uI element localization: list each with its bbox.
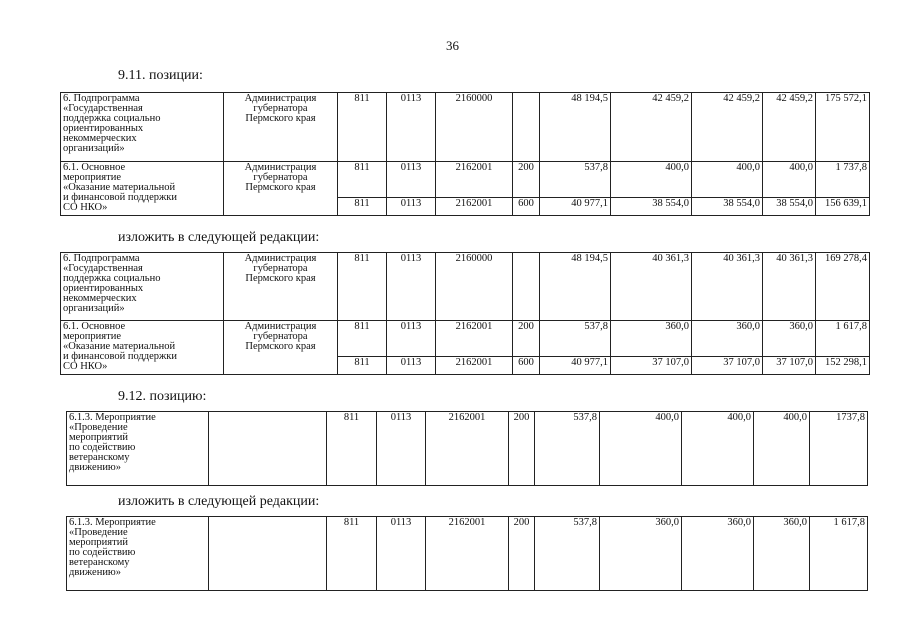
table-9-11-original xyxy=(60,92,870,216)
cell-admin xyxy=(209,412,327,486)
cell-total: 1 617,8 xyxy=(816,321,870,357)
cell-name: 6. Подпрограмма «Государственная поддержка социально ориентированных некоммерческих организаций» xyxy=(61,93,224,162)
cell-value: 37 107,0 xyxy=(692,357,763,375)
cell-grbs: 811 xyxy=(338,198,387,216)
cell-value: 400,0 xyxy=(692,162,763,198)
cell-total: 169 278,4 xyxy=(816,253,870,321)
table-row xyxy=(61,162,870,198)
cell-value: 37 107,0 xyxy=(611,357,692,375)
cell-value: 360,0 xyxy=(682,517,754,591)
table-9-11-new xyxy=(60,252,870,375)
cell-rzpr: 0113 xyxy=(387,321,436,357)
section-heading-replacement-1: изложить в следующей редакции: xyxy=(118,230,320,245)
cell-total: 152 298,1 xyxy=(816,357,870,375)
cell-value: 37 107,0 xyxy=(763,357,816,375)
cell-name: 6. Подпрограмма «Государственная поддержка социально ориентированных некоммерческих организаций» xyxy=(61,253,224,321)
cell-vr: 600 xyxy=(513,357,540,375)
cell-csr: 2162001 xyxy=(436,321,513,357)
cell-vr xyxy=(513,253,540,321)
cell-value: 42 459,2 xyxy=(611,93,692,162)
cell-vr: 200 xyxy=(509,517,535,591)
cell-rzpr: 0113 xyxy=(387,357,436,375)
cell-csr: 2160000 xyxy=(436,253,513,321)
cell-rzpr: 0113 xyxy=(377,412,426,486)
cell-total: 175 572,1 xyxy=(816,93,870,162)
cell-value: 360,0 xyxy=(754,517,810,591)
cell-vr: 200 xyxy=(513,321,540,357)
cell-rzpr: 0113 xyxy=(387,253,436,321)
cell-value: 360,0 xyxy=(611,321,692,357)
table-row xyxy=(67,412,868,486)
section-heading-9-11: 9.11. позиции: xyxy=(118,68,203,83)
cell-csr: 2162001 xyxy=(426,517,509,591)
cell-value: 42 459,2 xyxy=(692,93,763,162)
table-row xyxy=(61,93,870,162)
cell-value: 38 554,0 xyxy=(763,198,816,216)
cell-value: 537,8 xyxy=(535,412,600,486)
cell-csr: 2162001 xyxy=(426,412,509,486)
table-9-12-original xyxy=(66,411,868,486)
table-row xyxy=(61,253,870,321)
cell-csr: 2160000 xyxy=(436,93,513,162)
cell-value: 48 194,5 xyxy=(540,93,611,162)
cell-grbs: 811 xyxy=(338,253,387,321)
cell-grbs: 811 xyxy=(327,412,377,486)
cell-value: 40 977,1 xyxy=(540,198,611,216)
cell-value: 537,8 xyxy=(540,321,611,357)
cell-value: 38 554,0 xyxy=(692,198,763,216)
cell-value: 42 459,2 xyxy=(763,93,816,162)
section-heading-replacement-2: изложить в следующей редакции: xyxy=(118,494,320,509)
cell-value: 537,8 xyxy=(540,162,611,198)
cell-value: 360,0 xyxy=(600,517,682,591)
cell-value: 400,0 xyxy=(600,412,682,486)
cell-admin: Администрация губернатора Пермского края xyxy=(224,253,338,321)
cell-rzpr: 0113 xyxy=(377,517,426,591)
cell-grbs: 811 xyxy=(338,162,387,198)
cell-vr xyxy=(513,93,540,162)
cell-vr: 600 xyxy=(513,198,540,216)
cell-total: 1 737,8 xyxy=(816,162,870,198)
cell-grbs: 811 xyxy=(338,321,387,357)
cell-rzpr: 0113 xyxy=(387,198,436,216)
table-9-12-new xyxy=(66,516,868,591)
cell-name: 6.1.3. Мероприятие «Проведение мероприятий по содействию ветеранскому движению» xyxy=(67,517,209,591)
cell-value: 360,0 xyxy=(692,321,763,357)
cell-value: 40 361,3 xyxy=(692,253,763,321)
cell-total: 1 617,8 xyxy=(810,517,868,591)
cell-value: 400,0 xyxy=(763,162,816,198)
cell-csr: 2162001 xyxy=(436,198,513,216)
section-heading-9-12: 9.12. позицию: xyxy=(118,389,207,404)
cell-vr: 200 xyxy=(509,412,535,486)
table-row xyxy=(61,321,870,357)
cell-vr: 200 xyxy=(513,162,540,198)
cell-total: 1737,8 xyxy=(810,412,868,486)
cell-admin: Администрация губернатора Пермского края xyxy=(224,162,338,216)
cell-admin xyxy=(209,517,327,591)
cell-csr: 2162001 xyxy=(436,162,513,198)
cell-admin: Администрация губернатора Пермского края xyxy=(224,93,338,162)
cell-name: 6.1.3. Мероприятие «Проведение мероприятий по содействию ветеранскому движению» xyxy=(67,412,209,486)
table-row xyxy=(67,517,868,591)
cell-value: 40 977,1 xyxy=(540,357,611,375)
cell-value: 400,0 xyxy=(682,412,754,486)
cell-value: 400,0 xyxy=(611,162,692,198)
cell-value: 40 361,3 xyxy=(763,253,816,321)
cell-rzpr: 0113 xyxy=(387,93,436,162)
cell-value: 40 361,3 xyxy=(611,253,692,321)
cell-value: 537,8 xyxy=(535,517,600,591)
cell-value: 48 194,5 xyxy=(540,253,611,321)
page-number: 36 xyxy=(446,38,459,53)
cell-csr: 2162001 xyxy=(436,357,513,375)
cell-value: 400,0 xyxy=(754,412,810,486)
cell-admin: Администрация губернатора Пермского края xyxy=(224,321,338,375)
cell-total: 156 639,1 xyxy=(816,198,870,216)
cell-grbs: 811 xyxy=(327,517,377,591)
cell-name: 6.1. Основное мероприятие «Оказание материальной и финансовой поддержки СО НКО» xyxy=(61,162,224,216)
cell-name: 6.1. Основное мероприятие «Оказание материальной и финансовой поддержки СО НКО» xyxy=(61,321,224,375)
cell-value: 38 554,0 xyxy=(611,198,692,216)
cell-value: 360,0 xyxy=(763,321,816,357)
cell-grbs: 811 xyxy=(338,357,387,375)
cell-rzpr: 0113 xyxy=(387,162,436,198)
cell-grbs: 811 xyxy=(338,93,387,162)
